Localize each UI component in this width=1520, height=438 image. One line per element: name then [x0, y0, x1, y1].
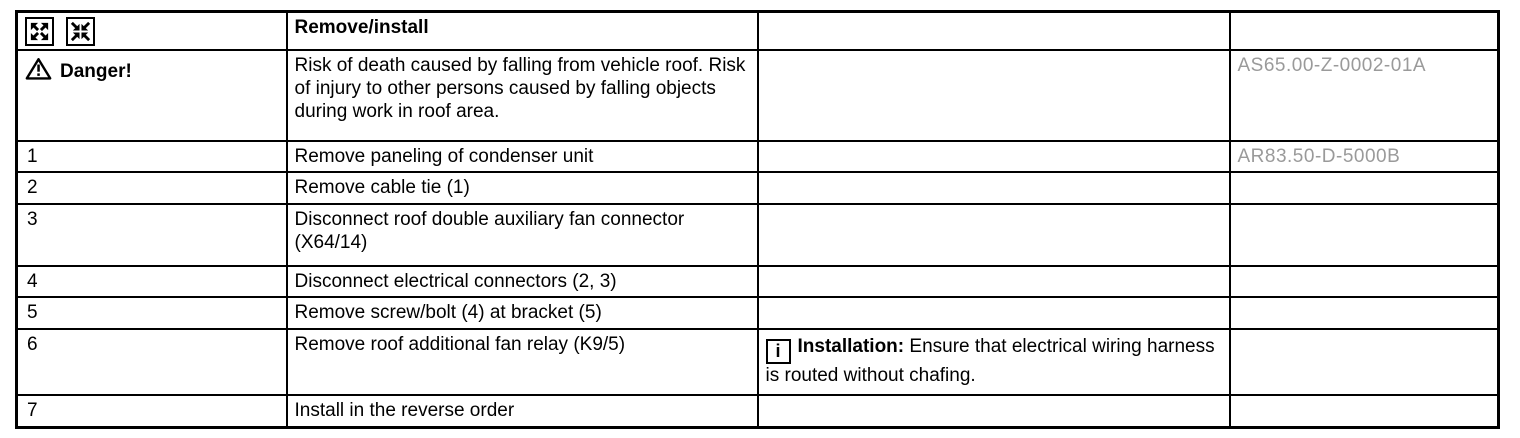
empty-cell [1230, 12, 1499, 51]
step-number: 4 [17, 266, 287, 297]
table-row [17, 12, 1499, 51]
empty-cell [1230, 172, 1499, 204]
empty-cell [758, 297, 1230, 328]
empty-cell [758, 172, 1230, 204]
step-instruction: Remove cable tie (1) [287, 172, 758, 204]
step-instruction: Remove screw/bolt (4) at bracket (5) [287, 297, 758, 328]
empty-cell [1230, 329, 1499, 395]
column-header-remove-install: Remove/install [287, 12, 758, 51]
note-label: Installation: [797, 335, 905, 357]
empty-cell [758, 204, 1230, 266]
empty-cell [758, 12, 1230, 51]
empty-cell [758, 141, 1230, 172]
empty-cell [758, 395, 1230, 428]
table-row [17, 204, 1499, 266]
step-number: 1 [17, 141, 287, 172]
step-instruction: Remove paneling of condenser unit [287, 141, 758, 172]
picture-controls-cell [17, 12, 287, 51]
warning-triangle-icon [25, 57, 52, 87]
step-instruction: Remove roof additional fan relay (K9/5) [287, 329, 758, 395]
info-icon: i [766, 339, 791, 364]
document-ref-link[interactable]: AS65.00-Z-0002-01A [1237, 55, 1427, 76]
document-ref-link[interactable]: AR83.50-D-5000B [1237, 146, 1401, 167]
empty-cell [1230, 297, 1499, 328]
step-number: 7 [17, 395, 287, 428]
table-row-danger [17, 50, 1499, 141]
installation-note-cell [758, 329, 1230, 395]
document-ref-cell [1230, 141, 1499, 172]
document-ref-cell [1230, 50, 1499, 141]
step-number: 5 [17, 297, 287, 328]
table-row [17, 172, 1499, 204]
remove-install-procedure-table [15, 10, 1500, 429]
table-row [17, 329, 1499, 395]
danger-label-cell [17, 50, 287, 141]
table-row [17, 266, 1499, 297]
table-row [17, 297, 1499, 328]
step-number: 3 [17, 204, 287, 266]
step-instruction: Disconnect electrical connectors (2, 3) [287, 266, 758, 297]
table-row [17, 141, 1499, 172]
empty-cell [758, 266, 1230, 297]
step-number: 2 [17, 172, 287, 204]
empty-cell [1230, 204, 1499, 266]
table-row [17, 395, 1499, 428]
note-text: Ensure that electrical wiring harness is routed without chafing. [765, 335, 1215, 386]
danger-label: Danger! [60, 61, 132, 82]
step-instruction: Disconnect roof double auxiliary fan connector (X64/14) [287, 204, 758, 266]
danger-text: Risk of death caused by falling from vehicle roof. Risk of injury to other persons caused by falling objects during work in roof area. [287, 50, 758, 141]
empty-cell [1230, 395, 1499, 428]
empty-cell [1230, 266, 1499, 297]
empty-cell [758, 50, 1230, 141]
collapse-all-icon[interactable] [66, 17, 95, 46]
step-instruction: Install in the reverse order [287, 395, 758, 428]
step-number: 6 [17, 329, 287, 395]
expand-all-icon[interactable] [25, 17, 54, 46]
